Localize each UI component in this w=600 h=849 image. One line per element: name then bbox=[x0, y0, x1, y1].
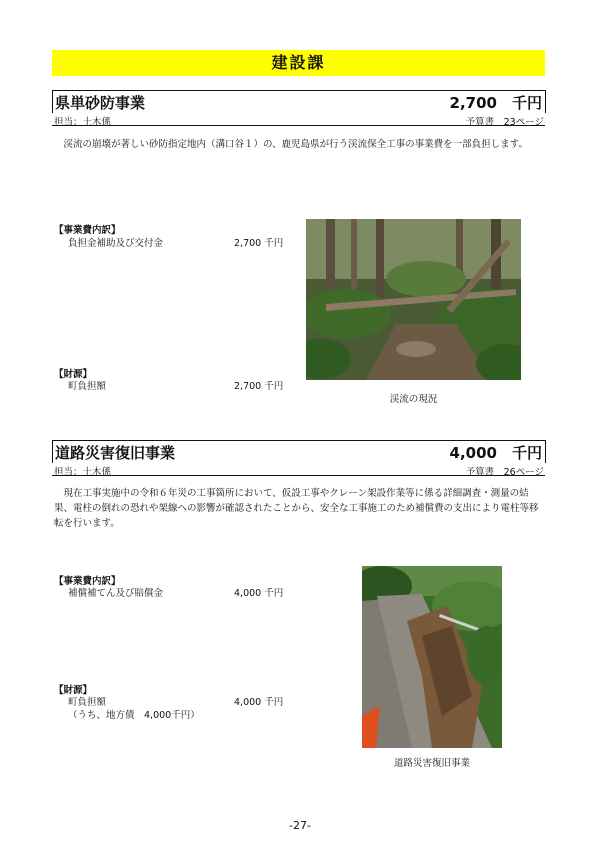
page-number: -27- bbox=[289, 819, 311, 832]
project-1-budget-ref: 予算書 23ページ bbox=[465, 117, 544, 128]
section-title: 建設課 bbox=[52, 50, 545, 76]
project-1-amount: 2,700 千円 bbox=[449, 94, 542, 112]
forest-stream-caption: 渓流の現況 bbox=[389, 394, 438, 405]
collapsed-road-caption: 道路災害復旧事業 bbox=[393, 758, 470, 769]
project-1-description: 渓流の崩壊が著しい砂防指定地内（溝口谷１）の、鹿児島県が行う渓流保全工事の事業費を一部負担します。 bbox=[63, 139, 528, 150]
project-1-breakdown-heading: 【事業費内訳】 bbox=[54, 225, 121, 236]
project-2-breakdown-heading: 【事業費内訳】 bbox=[54, 576, 121, 587]
project-2-amount: 4,000 千円 bbox=[449, 444, 542, 462]
project-2-funding-note: （うち、地方債 4,000千円） bbox=[68, 710, 200, 721]
collapsed-road-photo bbox=[362, 566, 502, 748]
project-1-breakdown-amount: 2,700 千円 bbox=[234, 238, 284, 249]
project-1-funding-heading: 【財源】 bbox=[54, 369, 93, 380]
project-1-funding-amount: 2,700 千円 bbox=[234, 381, 284, 392]
project-2-owner: 担当：土木係 bbox=[54, 467, 112, 478]
project-1-divider bbox=[52, 125, 545, 126]
project-2-title: 道路災害復旧事業 bbox=[55, 444, 176, 462]
project-2-funding-item: 町負担額 bbox=[68, 697, 107, 708]
project-2-budget-ref: 予算書 26ページ bbox=[465, 467, 544, 478]
project-1-funding-item: 町負担額 bbox=[68, 381, 107, 392]
project-2-funding-heading: 【財源】 bbox=[54, 685, 93, 696]
project-2-breakdown-amount: 4,000 千円 bbox=[234, 588, 284, 599]
project-2-funding-amount: 4,000 千円 bbox=[234, 697, 284, 708]
project-2-divider bbox=[52, 475, 545, 476]
project-2-description: 現在工事実施中の令和６年災の工事箇所において、仮設工事やクレーン架設作業等に係る詳細調査・測量の結果、電柱の倒れの恐れや架線への影響が確認されたことから、安全な工事施工のため補償費の支出により電柱等移転を行います。 bbox=[54, 488, 539, 529]
project-1-owner: 担当：土木係 bbox=[54, 117, 112, 128]
forest-stream-photo bbox=[306, 219, 521, 380]
project-1-breakdown-item: 負担金補助及び交付金 bbox=[68, 238, 164, 249]
project-1-title: 県単砂防事業 bbox=[55, 94, 146, 112]
project-2-breakdown-item: 補償補てん及び賠償金 bbox=[68, 588, 164, 599]
